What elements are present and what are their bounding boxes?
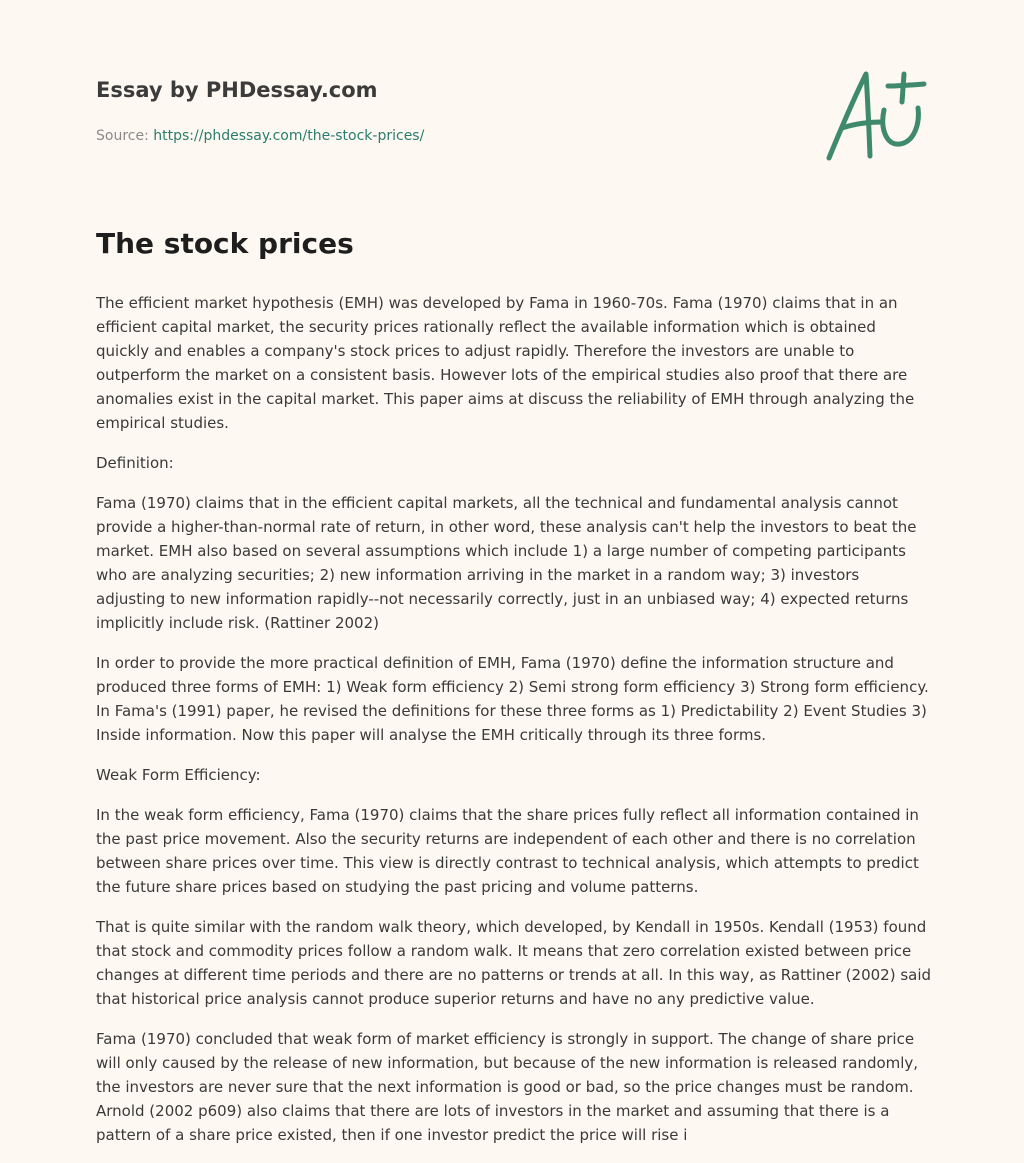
source-line bbox=[96, 126, 796, 146]
paragraph-definition: Fama (1970) claims that in the efficient capital markets, all the technical and fundamental analysis cannot provide a higher-than-normal rate of return, in other word, these analysis can't help the investors to beat the market. EMH also based on several assumptions which include 1) a large number of competing participants who are analyzing securities; 2) new information arriving in the market in a random way; 3) investors adjusting to new information rapidly--not necessarily correctly, just in an unbiased way; 4) expected returns implicitly include risk. (Rattiner 2002) bbox=[96, 494, 917, 632]
paragraph-random-walk: That is quite similar with the random walk theory, which developed, by Kendall in 1950s. Kendall (1953) found that stock and commodity prices follow a random walk. It means that zero correlation existed between price changes at different time periods and there are no patterns or trends at all. In this way, as Rattiner (2002) said that historical price analysis cannot produce superior returns and have no any predictive value. bbox=[96, 918, 932, 1008]
paragraph-three-forms: In order to provide the more practical definition of EMH, Fama (1970) define the information structure and produced three forms of EMH: 1) Weak form efficiency 2) Semi strong form efficiency 3) Strong form efficiency. In Fama's (1991) paper, he revised the definitions for these three forms as 1) Predictability 2) Event Studies 3) Inside information. Now this paper will analyse the EMH critically through its three forms. bbox=[96, 654, 929, 744]
source-label: Source: bbox=[96, 128, 154, 144]
paragraph-definition-heading: Definition: bbox=[96, 454, 174, 472]
article-title: The stock prices bbox=[96, 227, 354, 260]
paragraph-conclusion: Fama (1970) concluded that weak form of market efficiency is strongly in support. The change of share price will only caused by the release of new information, but because of the new information is released randomly, the investors are never sure that the next information is good or bad, so the price changes must be random. Arnold (2002 p609) also claims that there are lots of investors in the market and assuming that there is a pattern of a share price existed, then if one investor predict the price will rise i bbox=[96, 1030, 919, 1144]
article bbox=[96, 224, 932, 1163]
a-plus-grade-icon bbox=[820, 66, 930, 166]
source-link[interactable]: https://phdessay.com/the-stock-prices/ bbox=[153, 128, 425, 144]
paragraph-intro: The efficient market hypothesis (EMH) was developed by Fama in 1960-70s. Fama (1970) claims that in an efficient capital market, the security prices rationally reflect the available information which is obtained quickly and enables a company's stock prices to adjust rapidly. Therefore the investors are unable to outperform the market on a consistent basis. However lots of the empirical studies also proof that there are anomalies exist in the capital market. This paper aims at discuss the reliability of EMH through analyzing the empirical studies. bbox=[96, 294, 915, 432]
brand-title: Essay by PHDessay.com bbox=[96, 78, 378, 102]
site-header bbox=[96, 74, 796, 146]
paragraph-weak-form: In the weak form efficiency, Fama (1970) claims that the share prices fully reflect all information contained in the past price movement. Also the security returns are independent of each other and there is no correlation between share prices over time. This view is directly contrast to technical analysis, which attempts to predict the future share prices based on studying the past pricing and volume patterns. bbox=[96, 806, 919, 896]
paragraph-weak-form-heading: Weak Form Efficiency: bbox=[96, 766, 261, 784]
